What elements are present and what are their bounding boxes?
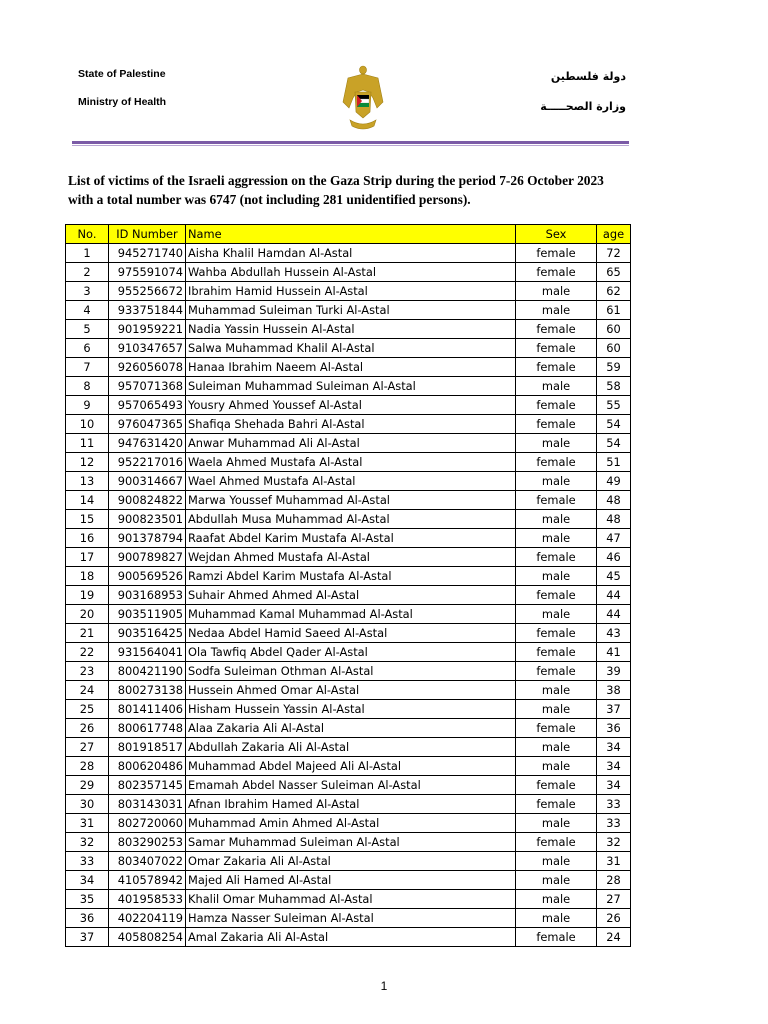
col-header-no: No. — [66, 225, 109, 244]
cell-name: Abdullah Zakaria Ali Al-Astal — [186, 738, 516, 757]
cell-sex: male — [516, 890, 597, 909]
cell-id-number: 802357145 — [109, 776, 186, 795]
table-row — [66, 339, 631, 358]
cell-no: 25 — [66, 700, 109, 719]
header-right — [540, 70, 626, 130]
cell-sex: male — [516, 282, 597, 301]
cell-age: 44 — [597, 605, 631, 624]
cell-sex: male — [516, 301, 597, 320]
cell-id-number: 900314667 — [109, 472, 186, 491]
header-divider — [72, 141, 629, 144]
table-row — [66, 301, 631, 320]
cell-sex: female — [516, 358, 597, 377]
cell-age: 43 — [597, 624, 631, 643]
cell-id-number: 910347657 — [109, 339, 186, 358]
cell-sex: male — [516, 510, 597, 529]
cell-sex: female — [516, 491, 597, 510]
cell-no: 17 — [66, 548, 109, 567]
cell-sex: male — [516, 472, 597, 491]
cell-no: 1 — [66, 244, 109, 263]
cell-sex: male — [516, 605, 597, 624]
cell-name: Wael Ahmed Mustafa Al-Astal — [186, 472, 516, 491]
cell-id-number: 901959221 — [109, 320, 186, 339]
cell-id-number: 800620486 — [109, 757, 186, 776]
cell-name: Raafat Abdel Karim Mustafa Al-Astal — [186, 529, 516, 548]
cell-name: Hisham Hussein Yassin Al-Astal — [186, 700, 516, 719]
cell-id-number: 800421190 — [109, 662, 186, 681]
cell-age: 27 — [597, 890, 631, 909]
cell-name: Hussein Ahmed Omar Al-Astal — [186, 681, 516, 700]
page-number: 1 — [380, 979, 388, 993]
cell-age: 65 — [597, 263, 631, 282]
cell-id-number: 405808254 — [109, 928, 186, 947]
cell-no: 19 — [66, 586, 109, 605]
state-name: State of Palestine — [78, 68, 166, 80]
header-left — [78, 68, 166, 124]
cell-sex: male — [516, 434, 597, 453]
cell-age: 33 — [597, 814, 631, 833]
cell-name: Wejdan Ahmed Mustafa Al-Astal — [186, 548, 516, 567]
cell-no: 27 — [66, 738, 109, 757]
cell-sex: male — [516, 567, 597, 586]
table-row — [66, 757, 631, 776]
cell-sex: female — [516, 624, 597, 643]
table-row — [66, 491, 631, 510]
cell-name: Muhammad Abdel Majeed Ali Al-Astal — [186, 757, 516, 776]
cell-age: 38 — [597, 681, 631, 700]
cell-sex: female — [516, 415, 597, 434]
cell-name: Suleiman Muhammad Suleiman Al-Astal — [186, 377, 516, 396]
cell-age: 31 — [597, 852, 631, 871]
cell-id-number: 900824822 — [109, 491, 186, 510]
table-row — [66, 776, 631, 795]
cell-age: 61 — [597, 301, 631, 320]
cell-no: 35 — [66, 890, 109, 909]
cell-age: 62 — [597, 282, 631, 301]
table-row — [66, 833, 631, 852]
cell-id-number: 975591074 — [109, 263, 186, 282]
cell-name: Nadia Yassin Hussein Al-Astal — [186, 320, 516, 339]
cell-id-number: 402204119 — [109, 909, 186, 928]
cell-no: 4 — [66, 301, 109, 320]
cell-name: Ramzi Abdel Karim Mustafa Al-Astal — [186, 567, 516, 586]
cell-sex: female — [516, 586, 597, 605]
cell-no: 23 — [66, 662, 109, 681]
cell-age: 72 — [597, 244, 631, 263]
table-row — [66, 282, 631, 301]
col-header-name: Name — [186, 225, 516, 244]
table-row — [66, 719, 631, 738]
cell-name: Ola Tawfiq Abdel Qader Al-Astal — [186, 643, 516, 662]
cell-sex: male — [516, 700, 597, 719]
cell-sex: female — [516, 928, 597, 947]
ministry-name-arabic: وزارة الصحـــــة — [540, 100, 626, 113]
cell-id-number: 957065493 — [109, 396, 186, 415]
cell-age: 24 — [597, 928, 631, 947]
cell-id-number: 903168953 — [109, 586, 186, 605]
table-row — [66, 871, 631, 890]
cell-no: 11 — [66, 434, 109, 453]
cell-name: Sodfa Suleiman Othman Al-Astal — [186, 662, 516, 681]
cell-id-number: 903516425 — [109, 624, 186, 643]
cell-no: 15 — [66, 510, 109, 529]
cell-sex: male — [516, 757, 597, 776]
cell-name: Emamah Abdel Nasser Suleiman Al-Astal — [186, 776, 516, 795]
cell-no: 33 — [66, 852, 109, 871]
table-row — [66, 529, 631, 548]
table-row — [66, 415, 631, 434]
cell-age: 54 — [597, 415, 631, 434]
cell-sex: female — [516, 244, 597, 263]
cell-name: Afnan Ibrahim Hamed Al-Astal — [186, 795, 516, 814]
cell-name: Marwa Youssef Muhammad Al-Astal — [186, 491, 516, 510]
cell-name: Abdullah Musa Muhammad Al-Astal — [186, 510, 516, 529]
cell-sex: male — [516, 377, 597, 396]
cell-no: 28 — [66, 757, 109, 776]
cell-sex: female — [516, 263, 597, 282]
cell-age: 32 — [597, 833, 631, 852]
cell-age: 44 — [597, 586, 631, 605]
cell-sex: female — [516, 453, 597, 472]
cell-no: 30 — [66, 795, 109, 814]
cell-id-number: 803407022 — [109, 852, 186, 871]
cell-sex: male — [516, 852, 597, 871]
cell-name: Muhammad Suleiman Turki Al-Astal — [186, 301, 516, 320]
cell-name: Anwar Muhammad Ali Al-Astal — [186, 434, 516, 453]
cell-id-number: 900789827 — [109, 548, 186, 567]
cell-no: 7 — [66, 358, 109, 377]
cell-age: 60 — [597, 320, 631, 339]
table-row — [66, 605, 631, 624]
table-row — [66, 510, 631, 529]
cell-no: 26 — [66, 719, 109, 738]
cell-id-number: 803290253 — [109, 833, 186, 852]
cell-no: 24 — [66, 681, 109, 700]
cell-sex: female — [516, 662, 597, 681]
ministry-name: Ministry of Health — [78, 96, 167, 108]
cell-sex: female — [516, 776, 597, 795]
cell-name: Ibrahim Hamid Hussein Al-Astal — [186, 282, 516, 301]
cell-age: 46 — [597, 548, 631, 567]
cell-age: 60 — [597, 339, 631, 358]
cell-id-number: 802720060 — [109, 814, 186, 833]
cell-no: 14 — [66, 491, 109, 510]
cell-id-number: 926056078 — [109, 358, 186, 377]
table-row — [66, 263, 631, 282]
cell-sex: male — [516, 814, 597, 833]
table-row — [66, 700, 631, 719]
cell-age: 48 — [597, 510, 631, 529]
cell-age: 37 — [597, 700, 631, 719]
table-row — [66, 453, 631, 472]
cell-name: Alaa Zakaria Ali Al-Astal — [186, 719, 516, 738]
cell-id-number: 947631420 — [109, 434, 186, 453]
cell-id-number: 945271740 — [109, 244, 186, 263]
cell-id-number: 931564041 — [109, 643, 186, 662]
col-header-id-number: ID Number — [109, 225, 186, 244]
table-row — [66, 548, 631, 567]
cell-sex: female — [516, 833, 597, 852]
cell-no: 5 — [66, 320, 109, 339]
table-row — [66, 890, 631, 909]
victims-table — [65, 224, 631, 947]
cell-id-number: 803143031 — [109, 795, 186, 814]
cell-age: 28 — [597, 871, 631, 890]
table-row — [66, 909, 631, 928]
cell-no: 21 — [66, 624, 109, 643]
cell-no: 16 — [66, 529, 109, 548]
cell-no: 36 — [66, 909, 109, 928]
cell-id-number: 800617748 — [109, 719, 186, 738]
cell-sex: male — [516, 871, 597, 890]
header-divider-thin — [72, 145, 629, 146]
cell-id-number: 903511905 — [109, 605, 186, 624]
cell-age: 45 — [597, 567, 631, 586]
cell-age: 49 — [597, 472, 631, 491]
cell-name: Shafiqa Shehada Bahri Al-Astal — [186, 415, 516, 434]
cell-age: 58 — [597, 377, 631, 396]
cell-sex: female — [516, 396, 597, 415]
cell-id-number: 900823501 — [109, 510, 186, 529]
cell-sex: female — [516, 643, 597, 662]
cell-age: 55 — [597, 396, 631, 415]
cell-age: 26 — [597, 909, 631, 928]
cell-age: 39 — [597, 662, 631, 681]
cell-no: 37 — [66, 928, 109, 947]
cell-id-number: 410578942 — [109, 871, 186, 890]
cell-no: 34 — [66, 871, 109, 890]
cell-name: Nedaa Abdel Hamid Saeed Al-Astal — [186, 624, 516, 643]
table-row — [66, 852, 631, 871]
cell-age: 59 — [597, 358, 631, 377]
cell-no: 18 — [66, 567, 109, 586]
table-row — [66, 624, 631, 643]
table-row — [66, 738, 631, 757]
table-row — [66, 472, 631, 491]
cell-name: Omar Zakaria Ali Al-Astal — [186, 852, 516, 871]
cell-no: 29 — [66, 776, 109, 795]
cell-id-number: 933751844 — [109, 301, 186, 320]
cell-id-number: 976047365 — [109, 415, 186, 434]
cell-name: Samar Muhammad Suleiman Al-Astal — [186, 833, 516, 852]
cell-sex: female — [516, 320, 597, 339]
cell-sex: male — [516, 529, 597, 548]
cell-age: 54 — [597, 434, 631, 453]
table-row — [66, 681, 631, 700]
cell-no: 3 — [66, 282, 109, 301]
cell-no: 13 — [66, 472, 109, 491]
cell-no: 2 — [66, 263, 109, 282]
table-row — [66, 643, 631, 662]
table-row — [66, 567, 631, 586]
cell-sex: female — [516, 719, 597, 738]
cell-name: Waela Ahmed Mustafa Al-Astal — [186, 453, 516, 472]
cell-sex: male — [516, 738, 597, 757]
state-name-arabic: دولة فلسطين — [550, 70, 626, 83]
table-row — [66, 244, 631, 263]
cell-sex: male — [516, 681, 597, 700]
table-row — [66, 358, 631, 377]
cell-age: 34 — [597, 738, 631, 757]
col-header-sex: Sex — [516, 225, 597, 244]
cell-no: 32 — [66, 833, 109, 852]
cell-no: 10 — [66, 415, 109, 434]
cell-sex: female — [516, 339, 597, 358]
col-header-age: age — [597, 225, 631, 244]
cell-id-number: 955256672 — [109, 282, 186, 301]
cell-id-number: 952217016 — [109, 453, 186, 472]
cell-no: 6 — [66, 339, 109, 358]
palestine-eagle-emblem-icon — [340, 64, 386, 132]
cell-name: Salwa Muhammad Khalil Al-Astal — [186, 339, 516, 358]
cell-age: 47 — [597, 529, 631, 548]
cell-name: Hanaa Ibrahim Naeem Al-Astal — [186, 358, 516, 377]
cell-id-number: 401958533 — [109, 890, 186, 909]
cell-id-number: 900569526 — [109, 567, 186, 586]
cell-no: 31 — [66, 814, 109, 833]
cell-name: Majed Ali Hamed Al-Astal — [186, 871, 516, 890]
cell-no: 12 — [66, 453, 109, 472]
cell-no: 20 — [66, 605, 109, 624]
table-row — [66, 928, 631, 947]
cell-age: 34 — [597, 757, 631, 776]
cell-sex: female — [516, 548, 597, 567]
table-row — [66, 814, 631, 833]
cell-age: 33 — [597, 795, 631, 814]
cell-id-number: 800273138 — [109, 681, 186, 700]
cell-age: 51 — [597, 453, 631, 472]
cell-name: Amal Zakaria Ali Al-Astal — [186, 928, 516, 947]
table-row — [66, 377, 631, 396]
table-row — [66, 795, 631, 814]
table-row — [66, 396, 631, 415]
cell-id-number: 801411406 — [109, 700, 186, 719]
cell-age: 36 — [597, 719, 631, 738]
cell-name: Muhammad Amin Ahmed Al-Astal — [186, 814, 516, 833]
cell-name: Muhammad Kamal Muhammad Al-Astal — [186, 605, 516, 624]
table-body — [66, 244, 631, 947]
table-header-row — [66, 225, 631, 244]
table-row — [66, 662, 631, 681]
cell-name: Hamza Nasser Suleiman Al-Astal — [186, 909, 516, 928]
table-row — [66, 320, 631, 339]
table-row — [66, 586, 631, 605]
cell-id-number: 801918517 — [109, 738, 186, 757]
cell-name: Suhair Ahmed Ahmed Al-Astal — [186, 586, 516, 605]
cell-age: 34 — [597, 776, 631, 795]
cell-age: 41 — [597, 643, 631, 662]
cell-name: Aisha Khalil Hamdan Al-Astal — [186, 244, 516, 263]
cell-sex: male — [516, 909, 597, 928]
cell-name: Khalil Omar Muhammad Al-Astal — [186, 890, 516, 909]
cell-sex: female — [516, 795, 597, 814]
cell-id-number: 901378794 — [109, 529, 186, 548]
document-title: List of victims of the Israeli aggression on the Gaza Strip during the period 7-26 October 2023 with a total number was 6747 (not including 281 unidentified persons). — [68, 173, 604, 207]
cell-no: 9 — [66, 396, 109, 415]
table-row — [66, 434, 631, 453]
cell-no: 22 — [66, 643, 109, 662]
cell-age: 48 — [597, 491, 631, 510]
cell-id-number: 957071368 — [109, 377, 186, 396]
cell-name: Yousry Ahmed Youssef Al-Astal — [186, 396, 516, 415]
cell-no: 8 — [66, 377, 109, 396]
cell-name: Wahba Abdullah Hussein Al-Astal — [186, 263, 516, 282]
